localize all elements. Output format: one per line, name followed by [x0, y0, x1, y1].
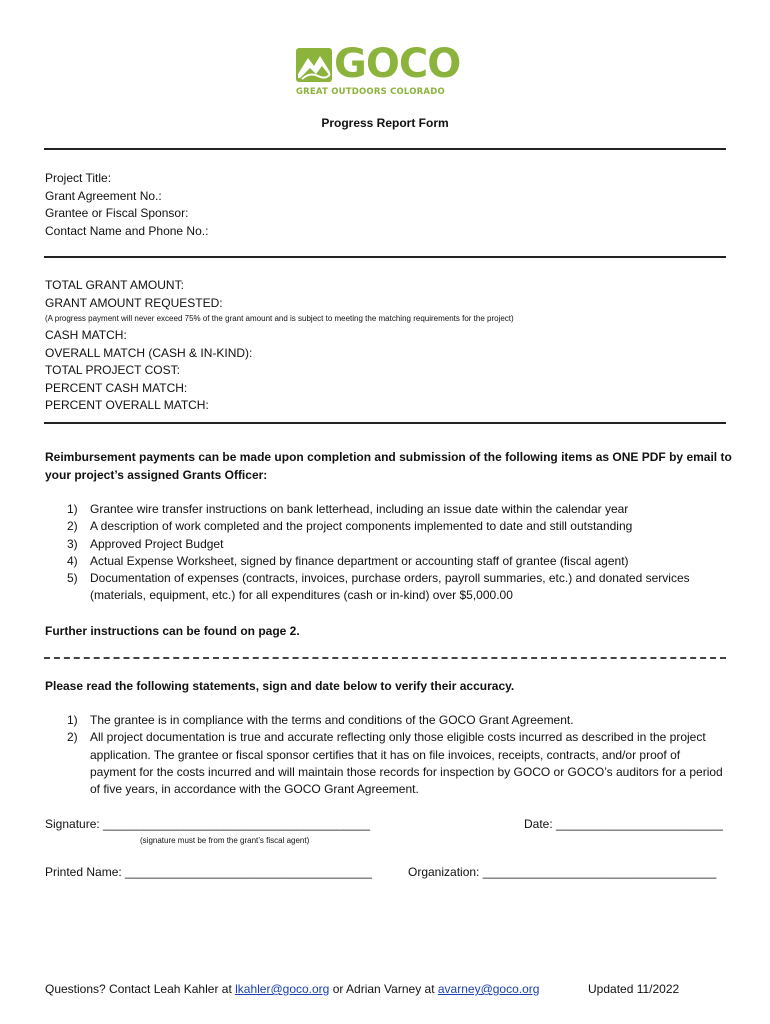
logo-wordmark: GOCO	[334, 41, 461, 87]
statements-list	[45, 712, 725, 798]
project-title-field: Project Title:	[45, 171, 112, 185]
list-item: 4) Actual Expense Worksheet, signed by finance department or accounting staff of grantee (fiscal agent)	[67, 553, 629, 568]
date-field[interactable]: Date: _________________________	[524, 817, 723, 831]
total-grant-amount-field: TOTAL GRANT AMOUNT:	[45, 278, 184, 292]
form-title: Progress Report Form	[321, 116, 449, 130]
statements-heading: Please read the following statements, sign and date below to verify their accuracy.	[45, 679, 515, 693]
grant-agreement-field: Grant Agreement No.:	[45, 188, 162, 203]
list-item: 2) All project documentation is true and accurate reflecting only those eligible costs incurred as described in the project application. The grantee or fiscal sponsor certifies that it has on file invoices, receipts, contracts, and/or proof of payment for the costs incurred and will maintain those records for inspection by GOCO or GOCO’s auditors for a period of five years, in accordance with the GOCO Grant Agreement.	[67, 730, 723, 797]
email-link-lkahler[interactable]: lkahler@goco.org	[235, 982, 330, 996]
list-item: 2) A description of work completed and the project components implemented to date and still outstanding	[67, 519, 633, 534]
amounts-section	[45, 277, 514, 415]
percent-overall-match-field: PERCENT OVERALL MATCH:	[45, 398, 209, 412]
updated-date: Updated 11/2022	[588, 982, 680, 996]
project-info-section	[45, 170, 208, 240]
signature-note: (signature must be from the grant’s fiscal agent)	[140, 836, 310, 845]
organization-field[interactable]: Organization: ___________________________________	[408, 865, 717, 879]
further-instructions: Further instructions can be found on page 2.	[45, 624, 300, 638]
list-item: 1) The grantee is in compliance with the terms and conditions of the GOCO Grant Agreement.	[67, 713, 574, 727]
goco-logo	[296, 41, 476, 100]
divider	[44, 148, 726, 150]
contact-field: Contact Name and Phone No.:	[45, 223, 209, 238]
grantee-field: Grantee or Fiscal Sponsor:	[45, 206, 189, 220]
cash-match-field: CASH MATCH:	[45, 328, 127, 342]
reimbursement-heading: Reimbursement payments can be made upon completion and submission of the following items as ONE PDF by email to your project’s assigned Grants Officer:	[45, 450, 732, 482]
reimbursement-list	[45, 501, 735, 605]
email-link-avarney[interactable]: avarney@goco.org	[437, 982, 540, 996]
percent-cash-match-field: PERCENT CASH MATCH:	[45, 380, 188, 395]
logo-tagline: GREAT OUTDOORS COLORADO	[296, 87, 445, 97]
mountain-logo-icon	[296, 48, 332, 82]
list-item: 1) Grantee wire transfer instructions on bank letterhead, including an issue date within the calendar year	[67, 502, 629, 516]
total-project-cost-field: TOTAL PROJECT COST:	[45, 363, 180, 377]
printed-name-field[interactable]: Printed Name: _____________________________________	[45, 865, 372, 879]
dashed-divider	[44, 657, 726, 659]
signature-field[interactable]: Signature: ________________________________________	[45, 817, 370, 831]
footer-contact: Questions? Contact Leah Kahler at lkahler@goco.org or Adrian Varney at avarney@goco.org	[45, 982, 540, 996]
grant-amount-requested-field: GRANT AMOUNT REQUESTED:	[45, 295, 223, 310]
divider	[44, 422, 726, 424]
list-item: 3) Approved Project Budget	[67, 536, 224, 551]
divider	[44, 256, 726, 258]
progress-payment-note: (A progress payment will never exceed 75% of the grant amount and is subject to meeting the matching requirements for the project)	[45, 314, 514, 323]
overall-match-field: OVERALL MATCH (CASH & IN-KIND):	[45, 345, 253, 360]
list-item: 5) Documentation of expenses (contracts, invoices, purchase orders, payroll summaries, etc.) and donated services (materials, equipment, etc.) for all expenditures (cash or in-kind) over $5,000.00	[67, 571, 690, 603]
